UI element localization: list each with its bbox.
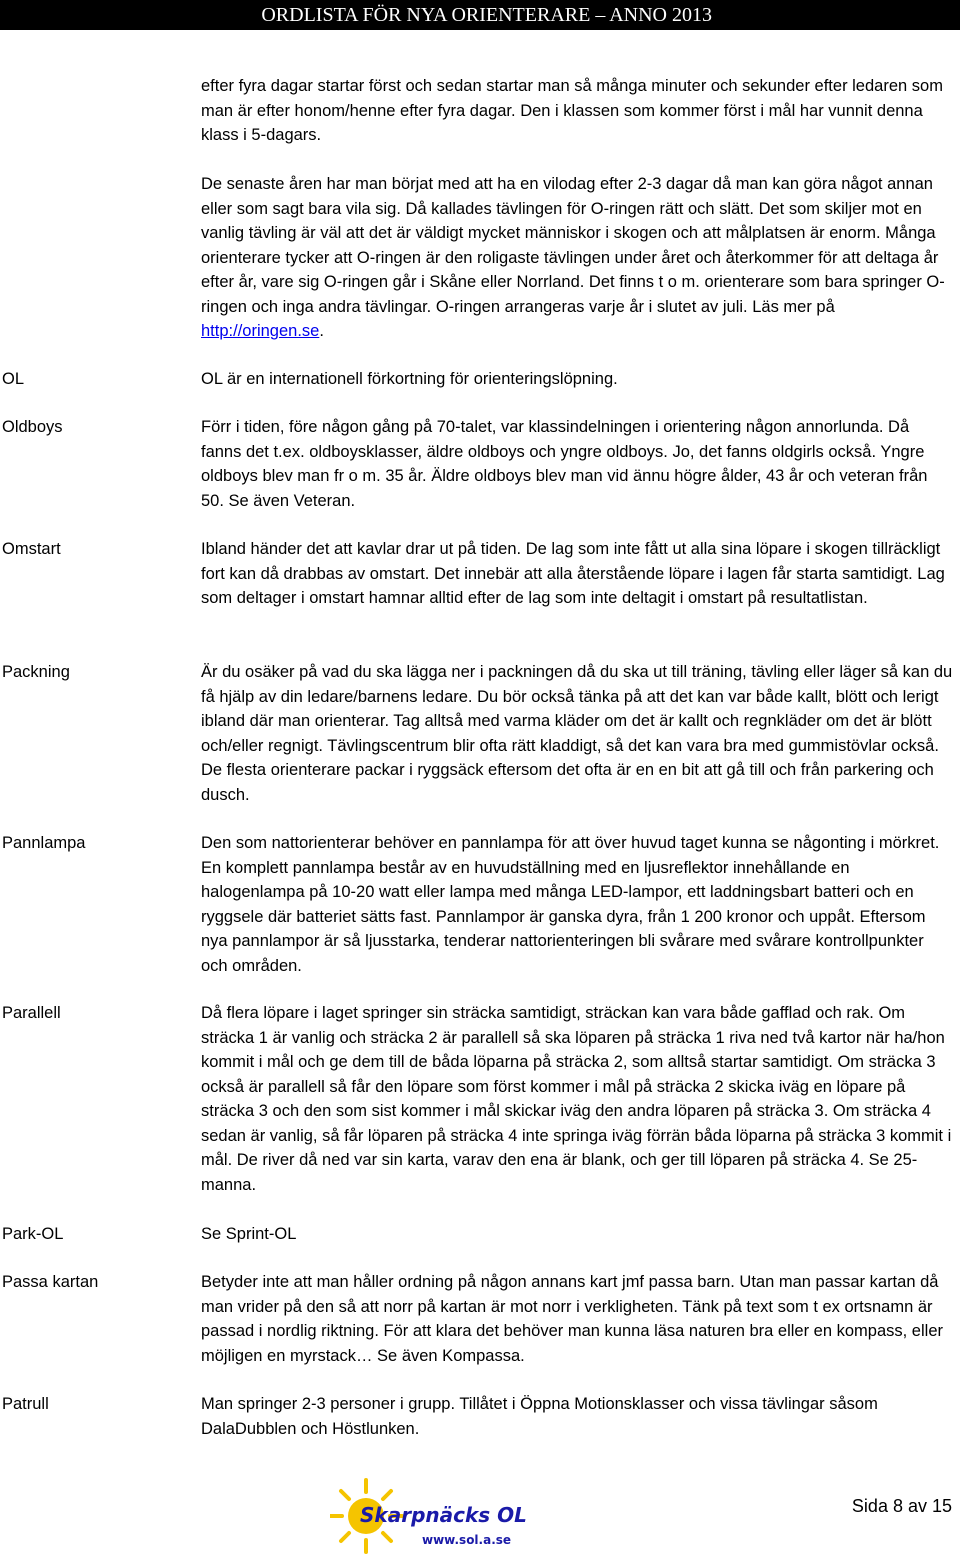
definition-passa-kartan: [201, 1270, 953, 1368]
definition-text: OL är en internationell förkortning för orienteringslöpning.: [201, 370, 618, 388]
logo-url: www.sol.a.se: [422, 1533, 512, 1547]
intro-text-2: [201, 172, 953, 344]
term-oldboys: Oldboys: [2, 418, 63, 436]
page-header: [0, 0, 960, 30]
definition-text: Se Sprint-OL: [201, 1225, 297, 1243]
term-patrull: Patrull: [2, 1395, 49, 1413]
intro-paragraph-2: [201, 172, 953, 344]
intro-text-2-body: De senaste åren har man börjat med att ha en vilodag efter 2-3 dagar då man kan göra något annan eller som sagt bara vila sig. Då kallades tävlingen för O-ringen rätt och slätt. Det som skiljer mot en vanlig tävling är väl att det är väldigt mycket människor i skogen och att målplatsen är enorm. Många orienterare tycker att O-ringen är den roligaste tävlingen under året och återkommer för att deltaga år efter år, vare sig O-ringen går i Skåne eller Norrland. Det finns t o m. orienterare som bara springer O-ringen och inga andra tävlingar. O-ringen arrangeras varje år i slutet av juli. Läs mer på: [201, 175, 945, 316]
intro-text-1: efter fyra dagar startar först och sedan startar man så många minuter och sekunder efter ledaren som man är efter honom/henne efter fyra dagar. Den i klassen som kommer först i mål har vunnit denna klass i 5-dagars.: [201, 77, 943, 144]
page-number: Sida 8 av 15: [851, 1496, 952, 1516]
oringen-link[interactable]: http://oringen.se: [201, 322, 320, 340]
definition-text: Ibland händer det att kavlar drar ut på tiden. De lag som inte fått ut alla sina löpare i skogen tillräckligt fort kan då drabbas av omstart. Det innebär att alla återstående löpare i lagen får starta samtidigt. Lag som deltager i omstart hamnar alltid efter de lag som inte deltagit i omstart på resultatlistan.: [201, 540, 945, 607]
intro-paragraph-1: [201, 74, 953, 148]
document-title: ORDLISTA FÖR NYA ORIENTERARE – ANNO 2013: [261, 4, 712, 26]
definition-parallell: [201, 1001, 953, 1197]
definition-text: Betyder inte att man håller ordning på någon annans kart jmf passa barn. Utan man passar kartan då man vrider på den så att norr på kartan är mot norr i verkligheten. Tänk på text som t ex ortsnamn är passad i nordlig riktning. För att klara det behöver man kunna läsa naturen bra eller en kompass, eller möjligen en myrstack… Se även Kompassa.: [201, 1273, 943, 1365]
logo-graphic: [330, 1470, 530, 1558]
definition-ol: [201, 367, 953, 392]
term-parallell: Parallell: [2, 1004, 61, 1022]
definition-text: Då flera löpare i laget springer sin sträcka samtidigt, sträckan kan vara både gafflad och rak. Om sträcka 1 är vanlig och sträcka 2 är parallell så ska löparen på sträcka 1 riva ned två kartor när ha/hon kommit i mål och ge dem till de båda löparna på sträcka 2, som alltså startar samtidigt. Om sträcka 3 också är parallell så får den löpare som först kommer i mål på sträcka 2 skicka iväg en löpare på sträcka 3 och den som sist kommer i mål skickar iväg den andra löparen på sträcka 3. Om sträcka 4 sedan är vanlig, så får löparen på sträcka 4 inte springa iväg förrän båda löparna på sträcka 3 kommit i mål. De river då ned var sin karta, varav den ena är blank, och ger till löparen på sträcka 4. Se 25-manna.: [201, 1004, 952, 1194]
definition-park-ol: [201, 1222, 953, 1247]
term-passa-kartan: Passa kartan: [2, 1273, 99, 1291]
definition-text: Man springer 2-3 personer i grupp. Tillåtet i Öppna Motionsklasser och vissa tävlingar såsom DalaDubblen och Höstlunken.: [201, 1395, 878, 1438]
definition-omstart: [201, 537, 953, 611]
term-ol: OL: [2, 370, 25, 388]
definition-patrull: [201, 1392, 953, 1441]
term-park-ol: Park-OL: [2, 1225, 64, 1243]
definition-text: Förr i tiden, före någon gång på 70-talet, var klassindelningen i orientering någon annorlunda. Då fanns det t.ex. oldboysklasser, äldre oldboys och yngre oldboys. Jo, det fanns oldgirls också. Yngre oldboys blev man fr o m. 35 år. Äldre oldboys blev man vid ännu högre ålder, 43 år och veteran från 50. Se även Veteran.: [201, 418, 928, 510]
intro-text-2-end: .: [319, 322, 324, 340]
term-packning: Packning: [2, 663, 70, 681]
club-logo: [330, 1470, 530, 1558]
logo-name: Skarpnäcks OL: [360, 1503, 527, 1527]
term-omstart: Omstart: [2, 540, 61, 558]
definition-text: Är du osäker på vad du ska lägga ner i packningen då du ska ut till träning, tävling eller läger så kan du få hjälp av din ledare/barnens ledare. Du bör också tänka på att det kan var både kallt, blött och lerigt ibland där man orienterar. Tag alltså med varma kläder om det är kallt och regnkläder om det är blött och/eller regnigt. Tävlingscentrum blir ofta rätt kladdigt, så det kan vara bra med gummistövlar också. De flesta orienterare packar i ryggsäck eftersom det ofta är en en bit att gå till och från parkering och dusch.: [201, 663, 953, 804]
definition-oldboys: [201, 415, 953, 513]
definition-packning: [201, 660, 953, 807]
definition-pannlampa: [201, 831, 953, 978]
definition-text: Den som nattorienterar behöver en pannlampa för att över huvud taget kunna se någonting i mörkret. En komplett pannlampa består av en huvudställning med en ljusreflektor innehållande en halogenlampa på 10-20 watt eller lampa med många LED-lampor, ett laddningsbart batteri och en ryggsele där batteriet sätts fast. Pannlampor är ganska dyra, från 1 200 kronor och uppåt. Eftersom nya pannlampor är så ljusstarka, tenderar nattorienteringen bli svårare med svårare kontrollpunkter och områden.: [201, 834, 940, 975]
term-pannlampa: Pannlampa: [2, 834, 86, 852]
